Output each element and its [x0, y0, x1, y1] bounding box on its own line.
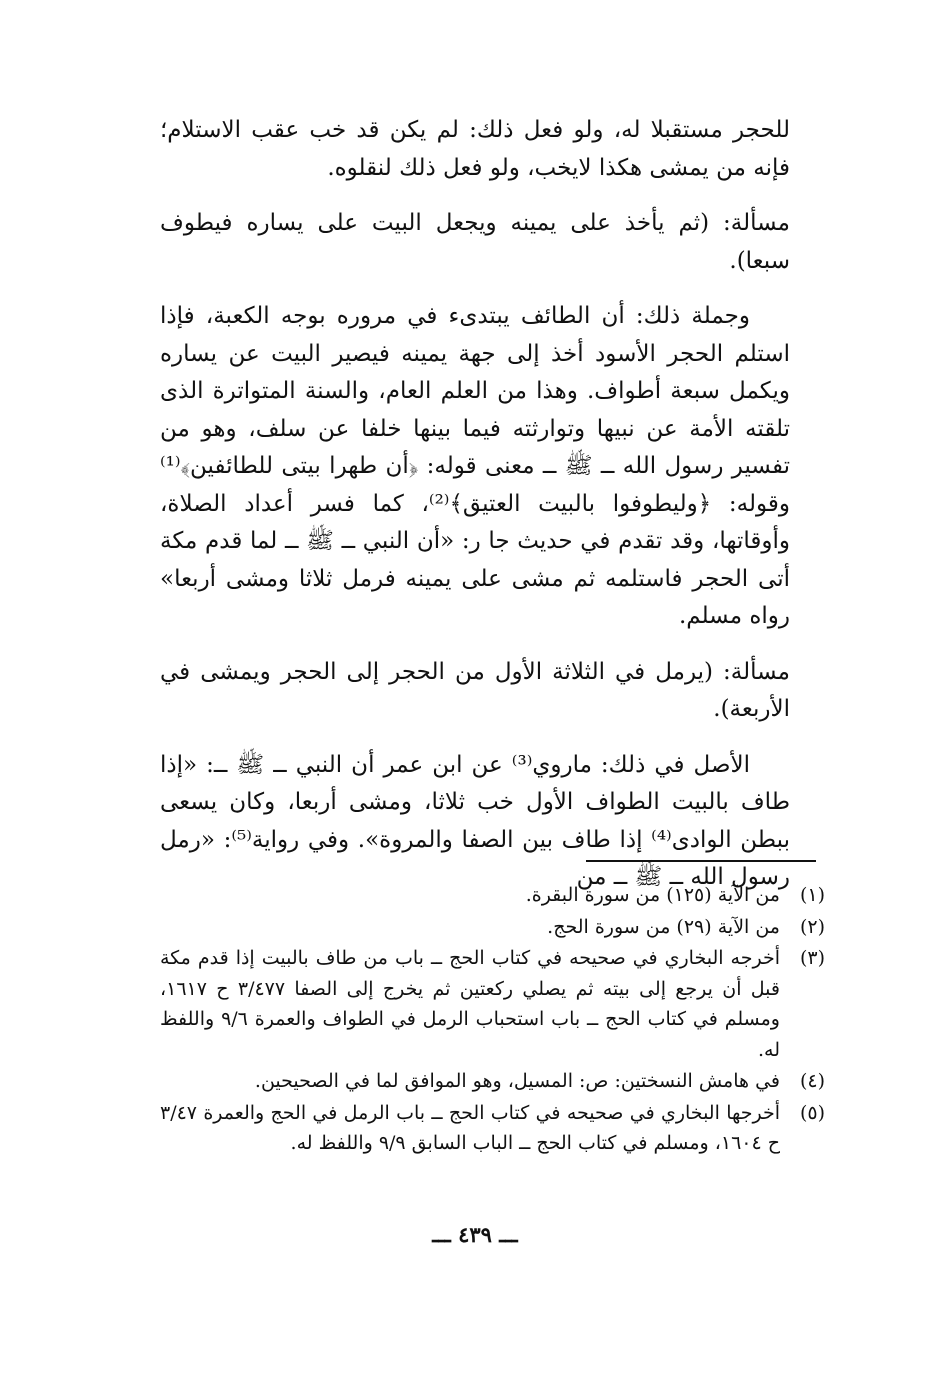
footnotes [160, 880, 825, 1160]
footnote-1 [160, 880, 825, 911]
footnote-text: في هامش النسختين: ص: المسيل، وهو الموافق لما في الصحيحين. [254, 1070, 780, 1092]
paragraph-3: وجملة ذلك: أن الطائف يبتدىء في مروره بوجه الكعبة، فإذا استلم الحجر الأسود أخذ إلى جهة يمينه فيصير البيت عن يساره ويكمل سبعة أطواف. وهذا من العلم العام، والسنة المتواترة الذى تلقته الأمة عن نبيها وتوارثته فيما بينها خلفا عن سلف، وهو من تفسير رسول الله ــ ﷺ ــ معنى قوله: ﴿أن طهرا بيتى للطائفين﴾⁽¹⁾ وقوله: ﴿وليطوفوا بالبيت العتيق﴾⁽²⁾، كما فسر أعداد الصلاة، وأوقاتها، وقد تقدم في حديث جا ر: «أن النبي ــ ﷺ ــ لما قدم مكة أتى الحجر فاستلمه ثم مشى على يمينه فرمل ثلاثا ومشى أربعا» رواه مسلم. [160, 303, 790, 629]
paragraph-5: الأصل في ذلك: ماروي⁽³⁾ عن ابن عمر أن النبي ــ ﷺ ــ: «إذا طاف بالبيت الطواف الأول خب ثلاثا، ومشى أربعا، وكان يسعى ببطن الوادى⁽⁴⁾ إذا طاف بين الصفا والمروة». وفي رواية⁽⁵⁾: «رمل رسول الله ــ ﷺ ــ من [160, 751, 790, 890]
footnote-number: (٢) [799, 915, 825, 938]
footnote-divider [586, 860, 816, 862]
footnote-text: أخرجه البخاري في صحيحه في كتاب الحج ــ باب من طاف بالبيت إذا قدم مكة قبل أن يرجع إلى بيته ثم يصلي ركعتين ثم يخرج إلى الصفا ٣/٤٧٧ ح ١٦١٧، ومسلم في كتاب الحج ــ باب استحباب الرمل في الطواف والعمرة ٩/٦ واللفظ له. [160, 947, 780, 1061]
footnote-number: (١) [799, 884, 825, 906]
paragraph-4-masala: مسألة: (يرمل في الثلاثة الأول من الحجر إلى الحجر ويمشى في الأربعة). [160, 658, 790, 722]
page-number: ـــ ٤٣٩ ـــ [432, 1222, 518, 1247]
footnote-text: من الآية (١٢٥) من سورة البقرة. [525, 884, 780, 906]
footnote-2 [160, 912, 825, 943]
footnote-number: (٥) [799, 1101, 825, 1124]
paragraph-2-masala: مسألة: (ثم يأخذ على يمينه ويجعل البيت على يساره فيطوف سبعا). [160, 210, 790, 274]
footnote-4 [160, 1066, 825, 1097]
main-text [160, 112, 790, 897]
paragraph-1: للحجر مستقبلا له، ولو فعل ذلك: لم يكن قد خب عقب الاستلام؛ فإنه من يمشى هكذا لايخب، ولو فعل ذلك لنقلوه. [160, 117, 790, 181]
footnote-number: (٣) [799, 947, 825, 969]
footnote-number: (٤) [799, 1070, 825, 1092]
footnote-5 [160, 1098, 825, 1159]
footnote-text: من الآية (٢٩) من سورة الحج. [547, 915, 780, 938]
footnote-3 [160, 943, 825, 1065]
footnote-text: أخرجها البخاري في صحيحه في كتاب الحج ــ باب الرمل في الحج والعمرة ٣/٤٧ ح ١٦٠٤، ومسلم في كتاب الحج ــ الباب السابق ٩/٩ واللفظ له. [160, 1101, 780, 1154]
